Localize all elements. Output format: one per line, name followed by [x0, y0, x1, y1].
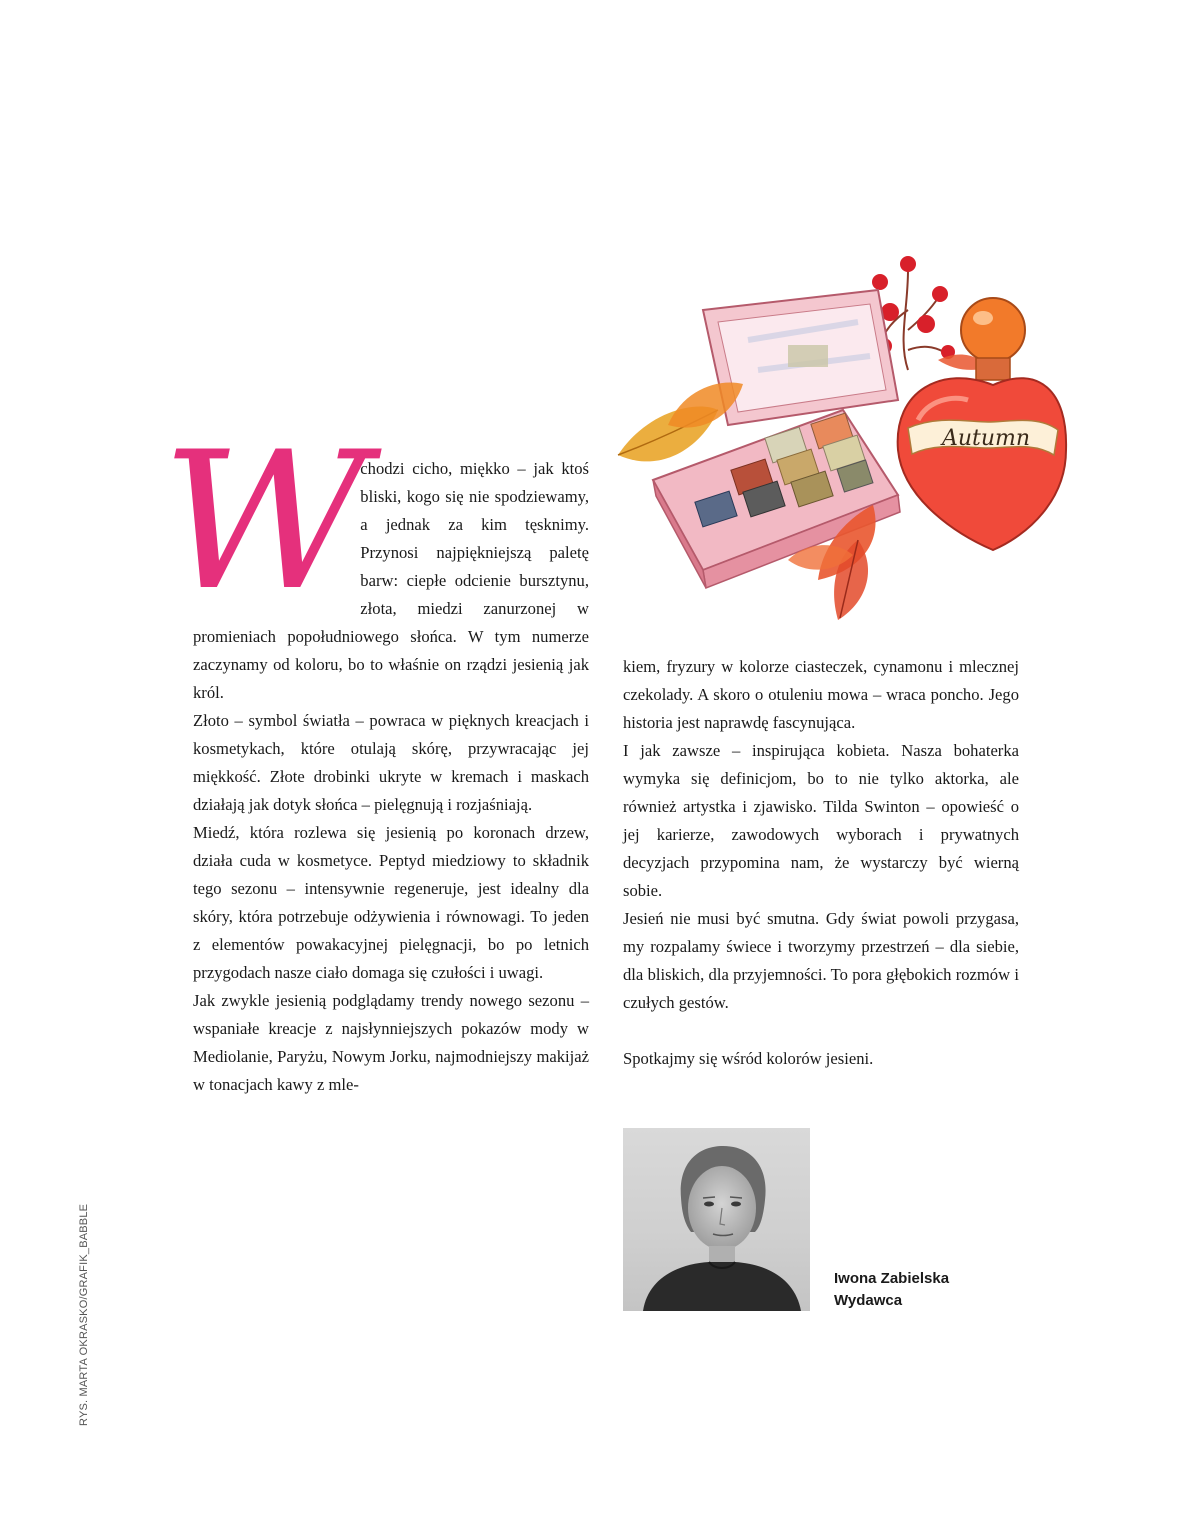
- perfume-bottle: [898, 298, 1066, 550]
- editorial-paragraph-7: Jesień nie musi być smutna. Gdy świat powoli przygasa, my rozpalamy świece i tworzymy przestrzeń – dla siebie, dla bliskich, dla przyjemności. To pora głębokich rozmów i czułych gestów.: [623, 909, 1019, 1012]
- autumn-illustration: [608, 250, 1068, 630]
- editorial-paragraph-1: chodzi cicho, miękko – jak ktoś bliski, kogo się nie spodziewamy, a jednak za kim tęsknimy. Przynosi najpiękniejszą paletę barw: ciepłe odcienie bursztynu, złota, miedzi zanurzonej w promieniach popołudniowego słońca. W tym numerze zaczynamy od koloru, bo to właśnie on rządzi jesienią jak król.: [193, 459, 589, 702]
- signature-name: Iwona Zabielska: [834, 1270, 950, 1287]
- editorial-right-column: [623, 653, 1019, 1073]
- editorial-paragraph-4: Jak zwykle jesienią podglądamy trendy nowego sezonu – wspaniałe kreacje z najsłynniejszych pokazów mody w Mediolanie, Paryżu, Nowym Jorku, najmodniejszy makijaż w tonacjach kawy z mle-: [193, 991, 589, 1094]
- signature-block: [834, 1268, 949, 1312]
- portrait-figure: [623, 1128, 810, 1311]
- editorial-paragraph-6: I jak zawsze – inspirująca kobieta. Nasza bohaterka wymyka się definicjom, bo to nie tylko aktorka, ale również artystka i zjawisko. Tilda Swinton – opowieść o jej karierze, zawodowych wyborach i prywatnych decyzjach przypomina nam, że wystarczy być wierną sobie.: [623, 741, 1019, 900]
- editorial-paragraph-3: Miedź, która rozlewa się jesienią po koronach drzew, działa cuda w kosmetyce. Peptyd miedziowy to składnik tego sezonu – intensywnie regeneruje, jest idealny dla skóry, która potrzebuje odżywienia i równowagi. To jeden z elementów powakacyjnej pielęgnacji, bo po letnich przygodach nasze ciało domaga się czułości i uwagi.: [193, 823, 589, 982]
- editorial-closing: Spotkajmy się wśród kolorów jesieni.: [623, 1049, 874, 1068]
- editorial-paragraph-5: kiem, fryzury w kolorze ciasteczek, cynamonu i mlecznej czekolady. A skoro o otuleniu mowa – wraca poncho. Jego historia jest naprawdę fascynująca.: [623, 657, 1019, 732]
- editorial-left-column: [161, 411, 589, 1099]
- signature-role: Wydawca: [834, 1292, 903, 1309]
- illustration-credit: RYS. MARTA OKRASKO/GRAFIK_BABBLE: [78, 1203, 90, 1426]
- paragraph-spacer: [623, 1017, 1019, 1045]
- editorial-paragraph-2: Złoto – symbol światła – powraca w pięknych kreacjach i kosmetykach, które otulają skórę, przywracając jej miękkość. Złote drobinki ukryte w kremach i maskach działają jak dotyk słońca – pielęgnują i rozjaśniają.: [193, 711, 589, 814]
- perfume-label: Autumn: [941, 426, 1031, 451]
- palette-lid: [703, 290, 898, 425]
- drop-cap: W: [161, 411, 360, 632]
- author-portrait: [623, 1128, 810, 1311]
